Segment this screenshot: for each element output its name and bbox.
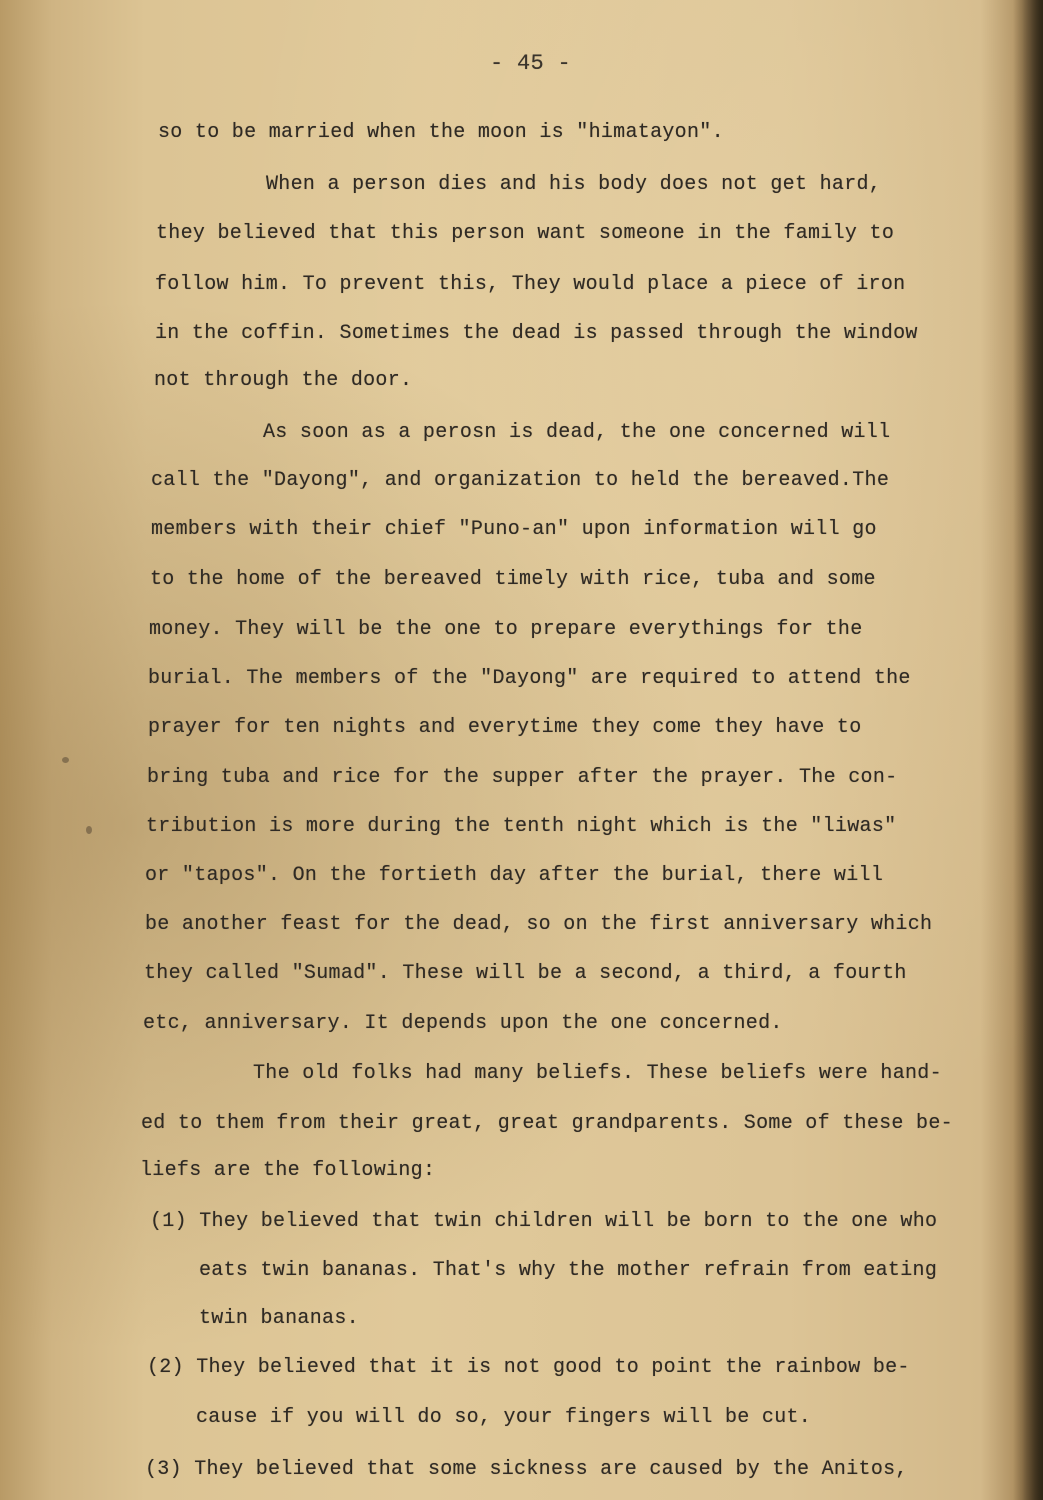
text-line: As soon as a perosn is dead, the one concerned will [263, 421, 891, 444]
text-line: prayer for ten nights and everytime they come they have to [148, 716, 862, 739]
text-line: money. They will be the one to prepare everythings for the [149, 618, 863, 641]
list-item: (1) They believed that twin children will be born to the one who [150, 1210, 938, 1233]
text-line: bring tuba and rice for the supper after the prayer. The con- [147, 766, 898, 789]
text-line: etc, anniversary. It depends upon the one concerned. [143, 1012, 783, 1035]
text-line: so to be married when the moon is "himatayon". [158, 121, 724, 144]
text-line: or "tapos". On the fortieth day after the burial, there will [145, 864, 884, 887]
list-item: (2) They believed that it is not good to point the rainbow be- [147, 1356, 910, 1379]
ink-spot [62, 757, 69, 763]
text-line: they believed that this person want someone in the family to [156, 222, 895, 245]
text-line: burial. The members of the "Dayong" are required to attend the [148, 667, 911, 690]
text-line: The old folks had many beliefs. These beliefs were hand- [253, 1062, 942, 1085]
ink-spot [86, 826, 92, 834]
page-number: - 45 - [490, 51, 572, 76]
text-line: members with their chief "Puno-an" upon information will go [151, 518, 877, 541]
text-line: cause if you will do so, your fingers will be cut. [196, 1406, 812, 1429]
text-line: they called "Sumad". These will be a second, a third, a fourth [144, 962, 907, 985]
text-line: be another feast for the dead, so on the first anniversary which [145, 913, 933, 936]
list-item: (3) They believed that some sickness are caused by the Anitos, [145, 1458, 908, 1481]
text-line: call the "Dayong", and organization to held the bereaved.The [151, 469, 890, 492]
text-line: liefs are the following: [140, 1159, 436, 1182]
binding-shadow [1013, 0, 1043, 1500]
text-line: ed to them from their great, great grandparents. Some of these be- [141, 1112, 953, 1135]
text-line: follow him. To prevent this, They would place a piece of iron [155, 273, 906, 296]
text-line: in the coffin. Sometimes the dead is passed through the window [155, 322, 918, 345]
text-line: to the home of the bereaved timely with rice, tuba and some [150, 568, 876, 591]
text-line: not through the door. [154, 369, 413, 392]
text-line: When a person dies and his body does not get hard, [266, 173, 882, 196]
text-line: tribution is more during the tenth night which is the "liwas" [146, 815, 897, 838]
text-line: eats twin bananas. That's why the mother refrain from eating [199, 1259, 938, 1282]
text-line: twin bananas. [199, 1307, 359, 1330]
